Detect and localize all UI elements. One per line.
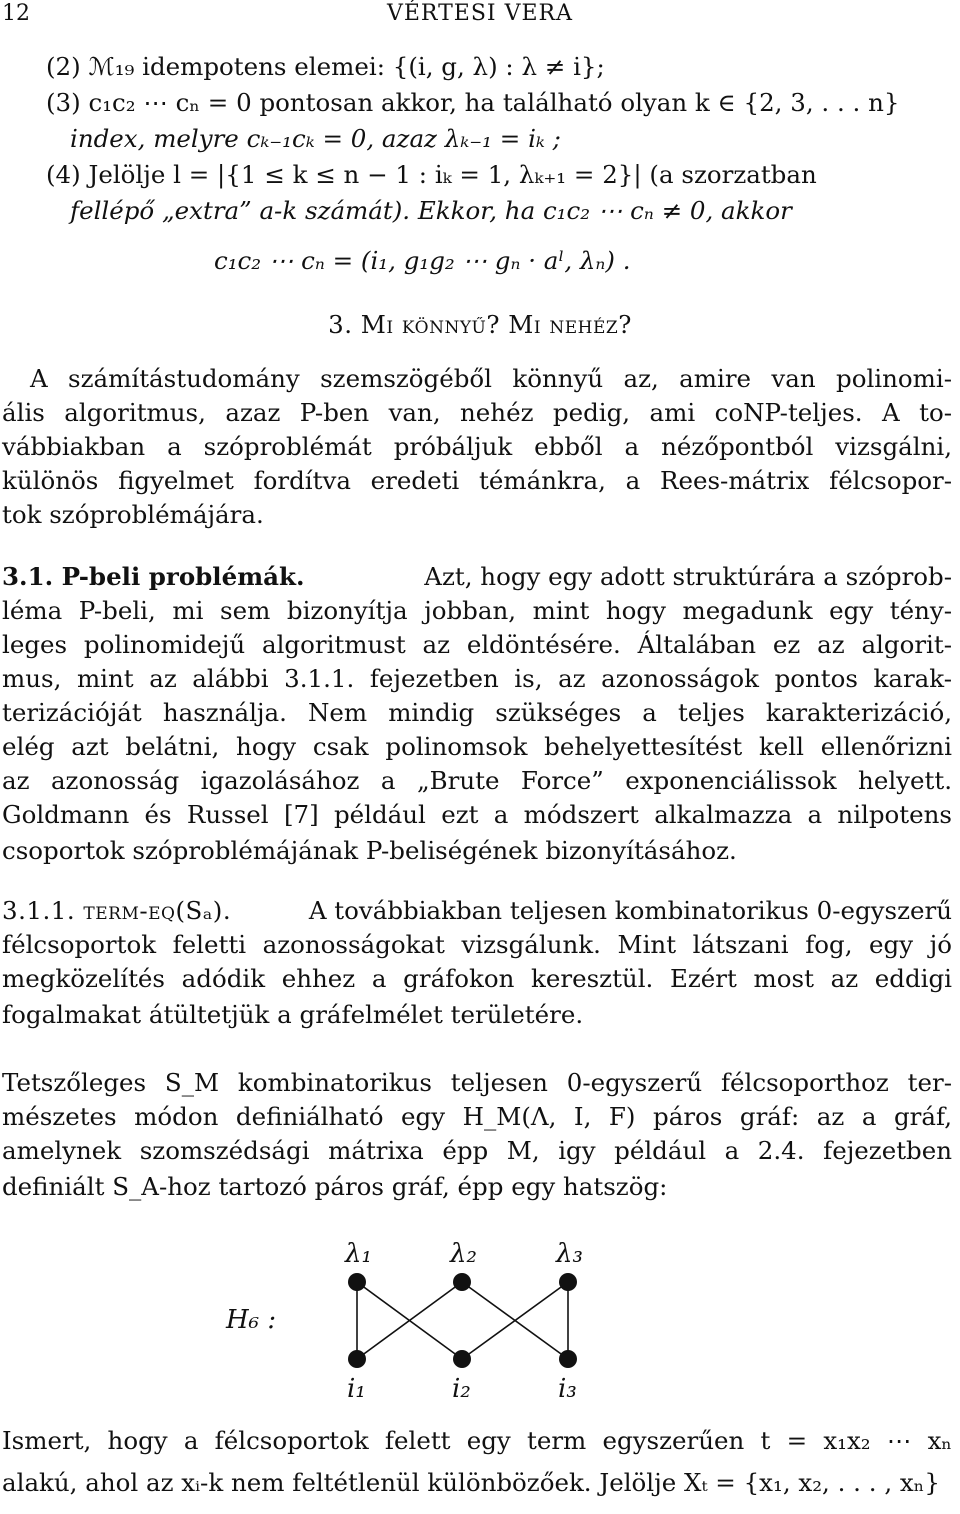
closing-line: alakú, ahol az xᵢ-k nem feltétlenül különbözőek. Jelölje Xₜ = {x₁, x₂, . . . , xₙ} xyxy=(2,1468,940,1497)
section-3-1-paragraph-start: Azt, hogy egy adott struktúrára a szóprob- xyxy=(424,562,952,591)
closing-line: Ismert, hogy a félcsoportok felett egy term egyszerűen t = x₁x₂ ⋯ xₙ xyxy=(2,1426,952,1455)
graph-edges xyxy=(357,1282,568,1359)
section-3-1-paragraph-line: elég azt belátni, hogy csak polinomsok behelyettesítést kell ellenőrizni xyxy=(2,732,952,761)
graph-bottom-label: i₃ xyxy=(558,1374,577,1404)
graph-top-label: λ₂ xyxy=(450,1239,477,1269)
graph-name-label: H₆ : xyxy=(226,1305,277,1335)
graph-labels xyxy=(344,1239,583,1404)
section-3-1-1-paragraph-line: fogalmakat átültetjük a gráfelmélet területére. xyxy=(2,1000,584,1029)
graph-node-bottom-1 xyxy=(348,1350,366,1368)
section-3-1-paragraph-line: terizációját használja. Nem mindig szükséges a teljes karakterizáció, xyxy=(2,698,952,727)
list-item-4-line-1: (4) Jelölje l = |{1 ≤ k ≤ n − 1 : iₖ = 1, λₖ₊₁ = 2}| (a szorzatban xyxy=(46,160,817,189)
section-3-1-paragraph-line: léma P-beli, mi sem bizonyítja jobban, mint hogy megadunk egy tény- xyxy=(2,596,952,625)
section-3-1-1-heading: 3.1.1. term-eq(Sₐ). xyxy=(2,896,232,925)
section-3-1-paragraph-line: mus, mint az alábbi 3.1.1. fejezetben is, az azonosságok pontos karak- xyxy=(2,664,952,693)
section-3-1-paragraph-line: csoportok szóproblémájának P-beliségének bizonyításához. xyxy=(2,836,737,865)
graph-bottom-label: i₂ xyxy=(452,1374,471,1404)
graph-nodes xyxy=(348,1273,577,1368)
list-item-3-line-1: (3) c₁c₂ ⋯ cₙ = 0 pontosan akkor, ha található olyan k ∈ {2, 3, . . . n} xyxy=(46,88,900,117)
section-3-paragraph-line: tok szóproblémájára. xyxy=(2,500,264,529)
section-3-1-heading: 3.1. P-beli problémák. xyxy=(2,562,305,591)
section-3-1-1-paragraph-line: félcsoportok feletti azonosságokat vizsgálunk. Mint látszani fog, egy jó xyxy=(2,930,952,959)
list-item-2: (2) ℳ₁₉ idempotens elemei: {(i, g, λ) : λ ≠ i}; xyxy=(46,52,605,81)
list-item-3-line-2: index, melyre cₖ₋₁cₖ = 0, azaz λₖ₋₁ = iₖ ; xyxy=(70,124,561,153)
section-3-1-paragraph-line: Goldmann és Russel [7] például ezt a módszert alkalmazza a nilpotens xyxy=(2,800,952,829)
section-3-1-1-paragraph-2-line: amelynek szomszédsági mátrixa épp M, igy például a 2.4. fejezetben xyxy=(2,1136,952,1165)
section-3-1-paragraph-line: leges polinomidejű algoritmust az eldöntésére. Általában ez az algorit- xyxy=(2,630,952,659)
section-3-paragraph-line: A számítástudomány szemszögéből könnyű az, amire van polinomi- xyxy=(30,364,952,393)
section-3-1-1-paragraph-2-line: Tetszőleges S_M kombinatorikus teljesen 0-egyszerű félcsoporthoz ter- xyxy=(2,1068,952,1097)
section-3-1-1-paragraph-line: megközelítés adódik ehhez a gráfokon keresztül. Ezért most az eddigi xyxy=(2,964,952,993)
graph-node-bottom-2 xyxy=(453,1350,471,1368)
graph-node-top-3 xyxy=(559,1273,577,1291)
section-3-paragraph-line: vábbiakban a szóproblémát próbáljuk ebből a nézőpontból vizsgálni, xyxy=(2,432,952,461)
page-number: 12 xyxy=(2,1,30,26)
graph-top-label: λ₁ xyxy=(345,1239,372,1269)
running-title: VÉRTESI VERA xyxy=(386,1,573,26)
section-3-1-1-paragraph-2-line: definiált S_A-hoz tartozó páros gráf, épp egy hatszög: xyxy=(2,1172,668,1201)
section-3-paragraph-line: ális algoritmus, azaz P-ben van, nehéz pedig, ami coNP-teljes. A to- xyxy=(2,398,952,427)
section-3-1-paragraph-line: az azonosság igazolásához a „Brute Force” exponenciálissok helyett. xyxy=(2,766,952,795)
graph-top-label: λ₃ xyxy=(556,1239,583,1269)
section-3-paragraph-line: különös figyelmet fordítva eredeti témánkra, a Rees-mátrix félcsopor- xyxy=(2,466,952,495)
section-3-1-1-paragraph-start: A továbbiakban teljesen kombinatorikus 0-egyszerű xyxy=(308,896,952,925)
graph-bottom-label: i₁ xyxy=(347,1374,366,1404)
display-equation: c₁c₂ ⋯ cₙ = (i₁, g₁g₂ ⋯ gₙ · aˡ, λₙ) . xyxy=(214,246,631,275)
graph-node-top-1 xyxy=(348,1273,366,1291)
graph-node-top-2 xyxy=(453,1273,471,1291)
graph-node-bottom-3 xyxy=(559,1350,577,1368)
section-3-1-1-paragraph-2-line: mészetes módon definiálható egy H_M(Λ, I, F) páros gráf: az a gráf, xyxy=(2,1102,952,1131)
list-item-4-line-2: fellépő „extra” a-k számát). Ekkor, ha c₁c₂ ⋯ cₙ ≠ 0, akkor xyxy=(70,196,792,225)
section-3-heading: 3. Mi könnyű? Mi nehéz? xyxy=(328,310,632,339)
